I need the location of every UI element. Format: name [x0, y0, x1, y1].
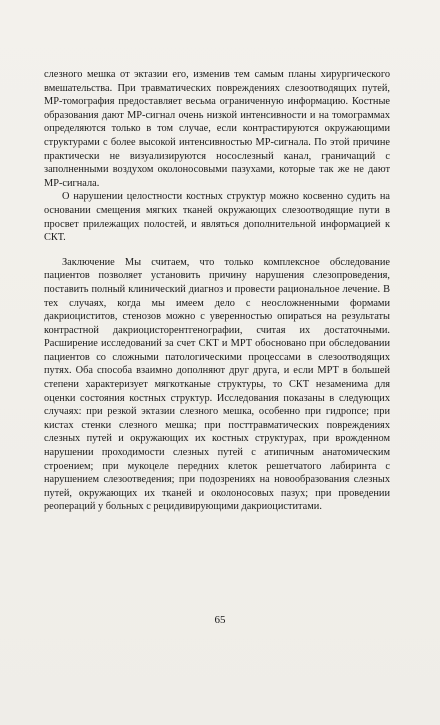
- paragraph-conclusion: Заключение Мы считаем, что только комплексное обследование пациентов позволяет установить причину нарушения слезопроведения, поставить полный клинический диагноз и провести рациональное лечение. В тех случаях, когда мы имеем дело с неосложненными формами дакриоциститов, стенозов можно с уверенностью опираться на результаты контрастной дакриоцисторентгенографии, считая их достаточными. Расширение исследований за счет СКТ и МРТ обосновано при обследовании пациентов со сложными патологическими процессами в слезоотводящих путях. Оба способа взаимно дополняют друг друга, и если МРТ в большей степени характеризует мягкотканые структуры, то СКТ незаменима для оценки состояния костных структур. Исследования показаны в следующих случаях: при резкой эктазии слезного мешка, особенно при гидропсе; при кистах стенки слезного мешка; при посттравматических повреждениях слезных путей и окружающих их костных структурах, при врожденном нарушении проходимости слезных путей с атипичным анатомическим строением; при мукоцеле передних клеток решетчатого лабиринта с нарушением слезоотведения; при подозрениях на новообразования слезных путей, окружающих их тканей и околоносовых пазух; при проведении реопераций у больных с рецидивирующими дакриоциститами.: [44, 256, 390, 513]
- paragraph-continuation: слезного мешка от эктазии его, изменив тем самым планы хирургического вмешательства. При травматических повреждениях слезоотводящих путей, МР-томография предоставляет весьма ограниченную информацию. Костные образования дают МР-сигнал очень низкой интенсивности и на томограммах определяются только в том случае, если контрастируются окружающими структурами с более высокой интенсивностью МР-сигнала. По этой причине практически не визуализируются носослезный канал, граничащий с заполненными воздухом околоносовыми пазухами, которые так же не дают МР-сигнала.: [44, 69, 390, 189]
- body-text: [44, 68, 390, 514]
- page-number: 65: [214, 614, 226, 626]
- paragraph-bone-integrity: О нарушении целостности костных структур можно косвенно судить на основании смещения мягких тканей окружающих слезоотводящие пути в просвет прилежащих полостей, и являться дополнительной информацией к СКТ.: [44, 191, 390, 244]
